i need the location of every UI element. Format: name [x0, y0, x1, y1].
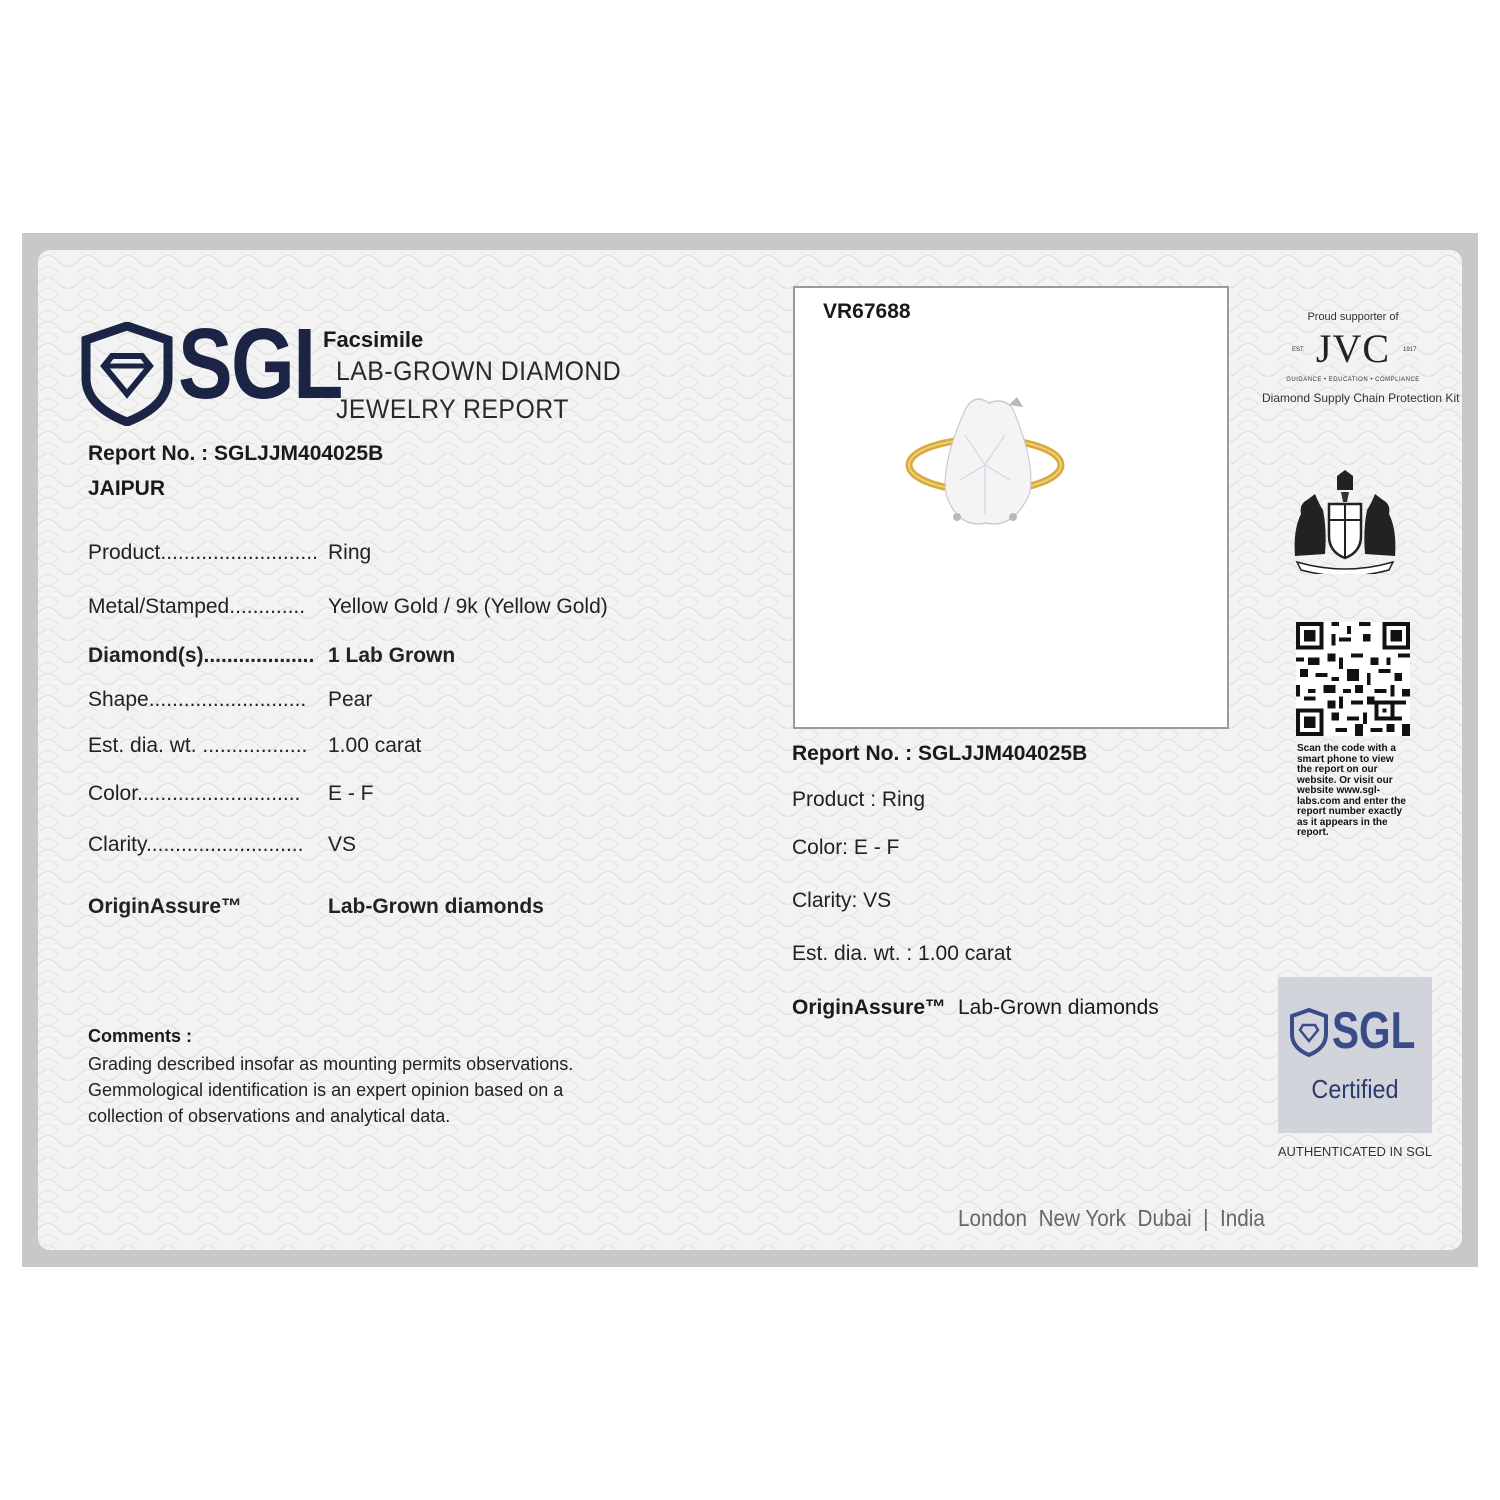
detail-value: Pear: [328, 688, 373, 711]
jvc-supporter-text: Proud supporter of: [1307, 311, 1399, 323]
summary-origin-value: Lab-Grown diamonds: [958, 996, 1159, 1019]
summary-color: Color: E - F: [792, 836, 900, 859]
detail-value: Ring: [328, 541, 372, 564]
summary-origin: [792, 996, 1159, 1020]
summary-report-number: Report No. : SGLJJM404025B: [792, 742, 1088, 765]
jvc-year: 1917: [1403, 347, 1417, 353]
detail-row-metal: [88, 595, 608, 619]
detail-row-origin: [88, 895, 544, 919]
detail-label: Color............................: [88, 782, 301, 805]
detail-label: Shape...........................: [88, 688, 307, 711]
detail-row-color: [88, 782, 374, 806]
detail-value: 1 Lab Grown: [328, 644, 456, 667]
detail-value: E - F: [328, 782, 374, 805]
detail-label: Product...........................: [88, 541, 318, 564]
coat-of-arms-icon: [1285, 470, 1405, 574]
jvc-est: EST.: [1292, 347, 1305, 353]
summary-product: Product : Ring: [792, 788, 926, 811]
report-number: Report No. : SGLJJM404025B: [88, 442, 384, 465]
comments-text: Grading described insofar as mounting permits observations. Gemmological identification is an expert opinion based on a collection of observations and analytical data.: [88, 1054, 574, 1126]
report-title-line1: LAB-GROWN DIAMOND: [336, 356, 622, 386]
badge-sgl-text: SGL: [1332, 1002, 1416, 1060]
facsimile-label: Facsimile: [323, 327, 424, 352]
detail-row-weight: [88, 734, 421, 758]
report-title-line2: JEWELRY REPORT: [336, 394, 569, 424]
detail-row-shape: [88, 688, 372, 712]
detail-row-diamonds: [88, 644, 455, 668]
detail-label: Clarity...........................: [88, 833, 304, 856]
detail-value: 1.00 carat: [328, 734, 422, 757]
footer-cities: London New York Dubai | India: [958, 1205, 1265, 1231]
summary-weight: Est. dia. wt. : 1.00 carat: [792, 942, 1012, 965]
comments-heading: Comments :: [88, 1026, 193, 1046]
badge-certified-text: Certified: [1311, 1074, 1399, 1104]
badge-shield-icon: [1289, 1008, 1329, 1058]
detail-value: VS: [328, 833, 357, 856]
jvc-logo: JVC: [1315, 326, 1391, 371]
detail-label: Est. dia. wt. ..................: [88, 734, 308, 757]
detail-label: Diamond(s)...................: [88, 644, 315, 667]
jvc-kit-text: Diamond Supply Chain Protection Kit: [1262, 391, 1460, 405]
detail-value: Lab-Grown diamonds: [328, 895, 544, 918]
detail-row-clarity: [88, 833, 356, 857]
summary-clarity: Clarity: VS: [792, 889, 892, 912]
sgl-logo-text: SGL: [178, 308, 342, 420]
photo-code: VR67688: [823, 300, 911, 323]
qr-code-icon[interactable]: [1296, 622, 1410, 736]
qr-instructions: Scan the code with a smart phone to view the report on our website. Or visit our website www.sgl-labs.com and enter the report number exactly as it appears in the report.: [1297, 743, 1406, 838]
sgl-shield-icon: [80, 322, 174, 426]
pear-ring-image: [905, 395, 1065, 530]
detail-label: OriginAssure™: [88, 895, 243, 918]
summary-origin-label: OriginAssure™: [792, 996, 947, 1019]
detail-label: Metal/Stamped.............: [88, 595, 306, 618]
jvc-tagline: GUIDANCE • EDUCATION • COMPLIANCE: [1286, 377, 1420, 383]
detail-row-product: [88, 541, 371, 565]
report-city: JAIPUR: [88, 477, 166, 500]
detail-value: Yellow Gold / 9k (Yellow Gold): [328, 595, 608, 618]
authenticated-text: AUTHENTICATED IN SGL: [1277, 1144, 1433, 1159]
